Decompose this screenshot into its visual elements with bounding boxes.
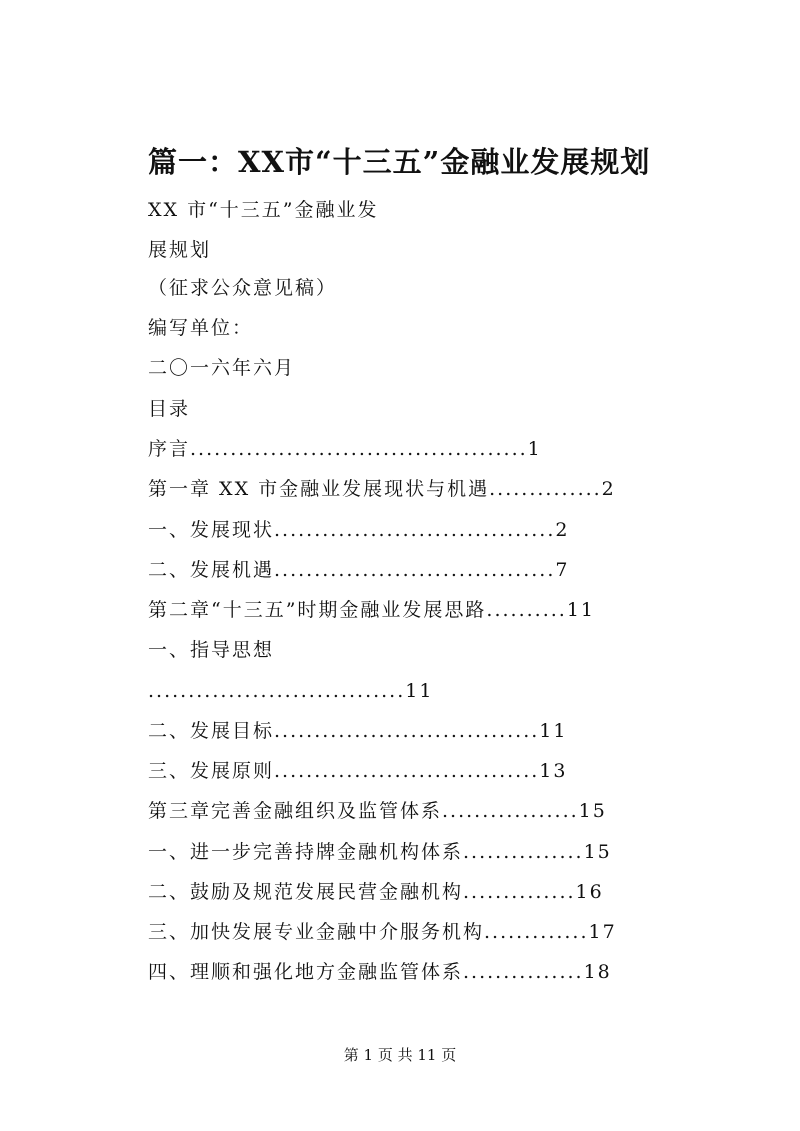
- toc-entry: 四、理顺和强化地方金融监管体系...............18: [148, 961, 612, 983]
- toc-entry: 三、加快发展专业金融中介服务机构.............17: [148, 921, 617, 943]
- toc-entry: 二、鼓励及规范发展民营金融机构..............16: [148, 881, 604, 903]
- toc-entry: 第三章完善金融组织及监管体系.................15: [148, 800, 607, 822]
- subtitle-line-2: 展规划: [148, 239, 212, 261]
- author-label: 编写单位：: [148, 317, 254, 339]
- toc-entry: 序言..........................................1: [148, 438, 542, 460]
- toc-heading: 目录: [148, 398, 191, 420]
- toc-entry: 三、发展原则.................................13: [148, 760, 568, 782]
- toc-entry: 二、发展目标.................................11: [148, 720, 568, 742]
- document-title: 篇一：XX市“十三五”金融业发展规划: [148, 145, 651, 179]
- subtitle-line-1: XX 市“十三五”金融业发: [148, 199, 379, 221]
- toc-entry: ................................11: [148, 680, 434, 702]
- draft-note: （征求公众意见稿）: [148, 277, 338, 299]
- toc-entry: 一、进一步完善持牌金融机构体系...............15: [148, 841, 612, 863]
- toc-entry: 第二章“十三五”时期金融业发展思路..........11: [148, 599, 595, 621]
- page-footer: 第 1 页 共 11 页: [343, 1046, 457, 1064]
- toc-entry: 一、指导思想: [148, 639, 275, 661]
- toc-entry: 第一章 XX 市金融业发展现状与机遇..............2: [148, 478, 616, 500]
- document-date: 二〇一六年六月: [148, 357, 296, 379]
- toc-entry: 二、发展机遇...................................7: [148, 559, 570, 581]
- toc-entry: 一、发展现状...................................2: [148, 519, 570, 541]
